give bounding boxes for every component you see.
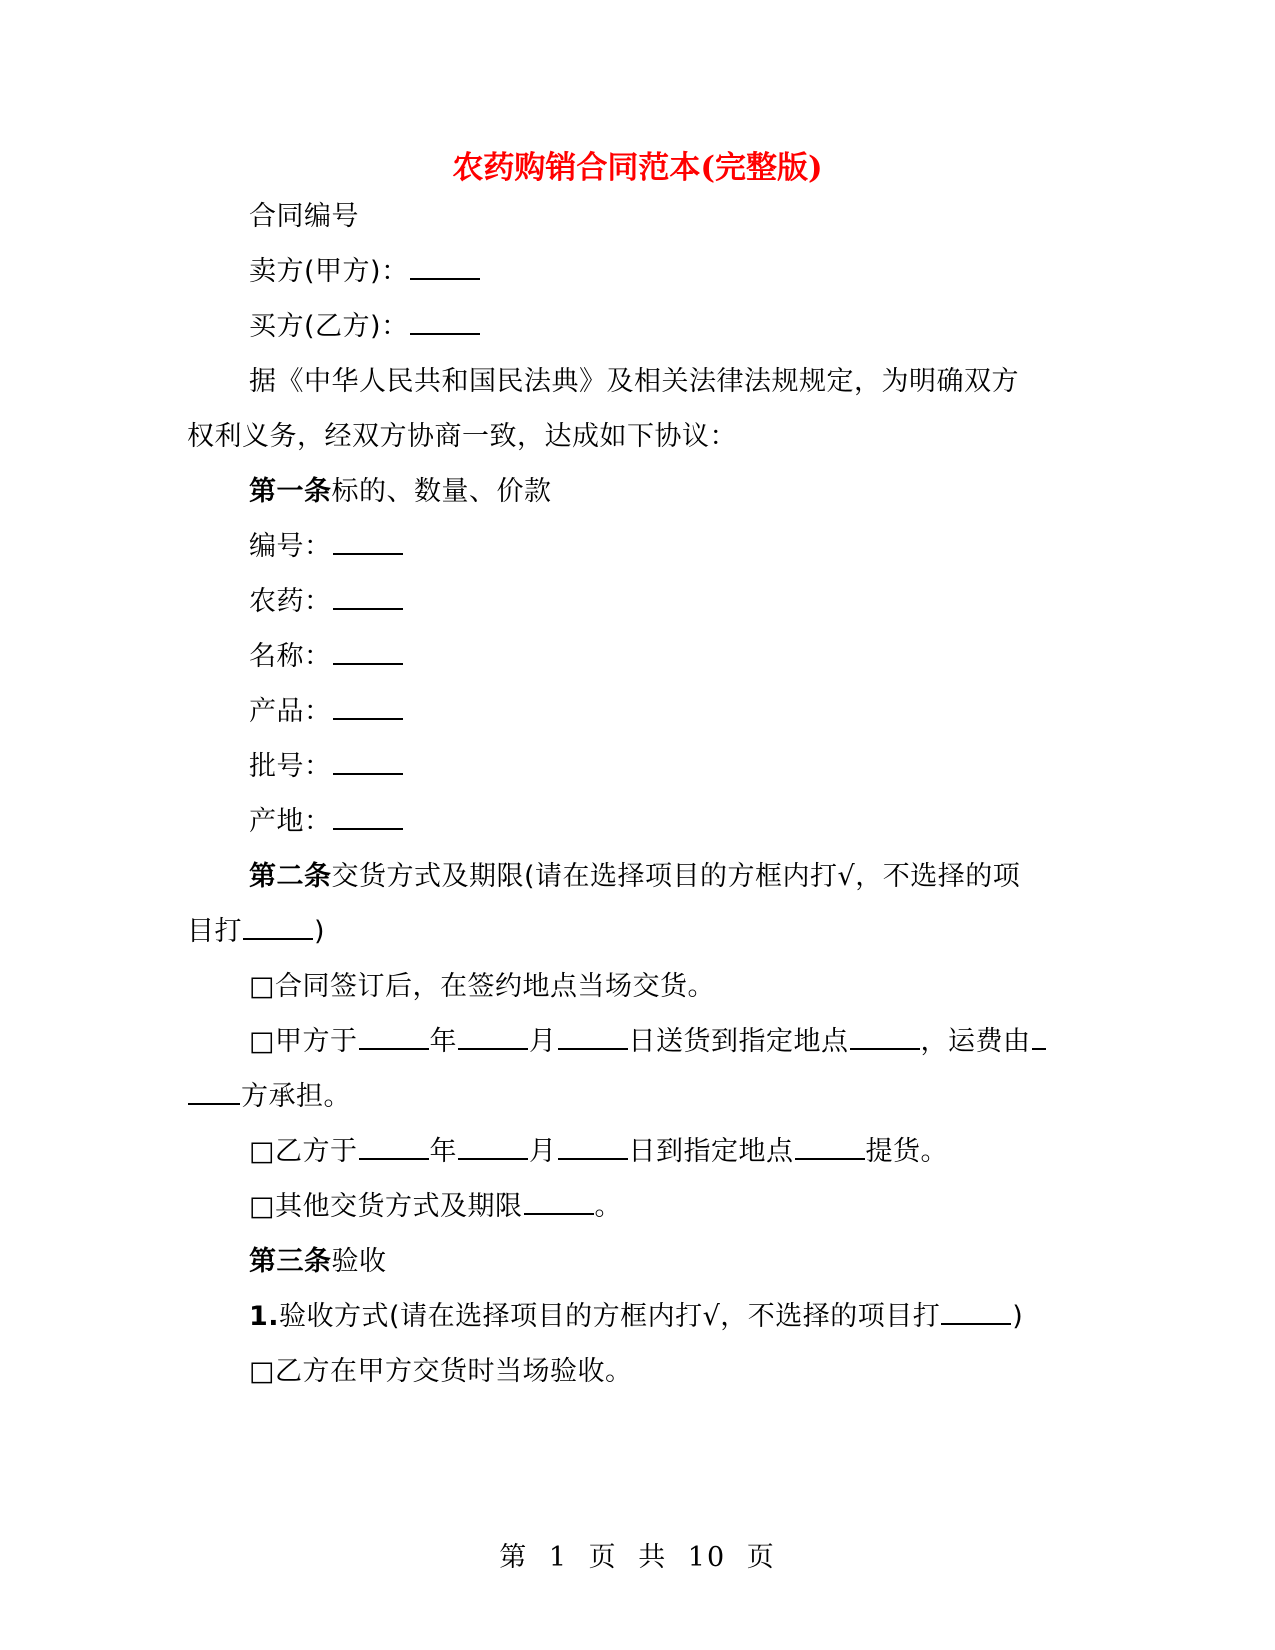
blank[interactable] <box>1032 1024 1046 1050</box>
option-other-delivery: □其他交货方式及期限 。 <box>249 1191 623 1222</box>
blank[interactable] <box>941 1299 1011 1325</box>
blank[interactable] <box>458 1024 528 1050</box>
item-1-line: 1.验收方式(请在选择项目的方框内打√，不选择的项目打 ) <box>249 1301 1024 1332</box>
field-blank[interactable] <box>333 529 403 555</box>
field-blank[interactable] <box>333 694 403 720</box>
blank[interactable] <box>558 1134 628 1160</box>
buyer-line: 买方(乙方)： <box>249 307 481 347</box>
option-onsite-delivery: □合同签订后，在签约地点当场交货。 <box>249 971 716 1002</box>
article-1-heading: 第一条标的、数量、价款 <box>249 476 552 507</box>
article-3-heading: 第三条验收 <box>249 1246 387 1277</box>
checkbox-icon[interactable]: □ <box>249 1136 276 1167</box>
checkbox-icon[interactable]: □ <box>249 1026 276 1057</box>
preamble-line-2: 权利义务，经双方协商一致，达成如下协议： <box>187 421 737 452</box>
field-blank[interactable] <box>333 639 403 665</box>
field-line: 编号： <box>249 527 404 567</box>
option-buyer-pickup: □乙方于 年 月 日到指定地点 提货。 <box>249 1136 949 1167</box>
option-onsite-inspection: □乙方在甲方交货时当场验收。 <box>249 1356 633 1387</box>
buyer-blank[interactable] <box>410 309 480 335</box>
page-footer: 第 1 页 共 10 页 <box>499 1542 776 1573</box>
checkbox-icon[interactable]: □ <box>249 971 276 1002</box>
option-seller-delivery-cont: 方承担。 <box>187 1077 351 1117</box>
contract-number-label: 合同编号 <box>249 201 359 232</box>
blank[interactable] <box>558 1024 628 1050</box>
blank[interactable] <box>458 1134 528 1160</box>
checkbox-icon[interactable]: □ <box>249 1191 276 1222</box>
preamble-line-1: 据《中华人民共和国民法典》及相关法律法规规定，为明确双方 <box>249 366 1019 397</box>
blank[interactable] <box>524 1189 594 1215</box>
field-blank[interactable] <box>333 804 403 830</box>
blank[interactable] <box>243 914 313 940</box>
seller-line: 卖方(甲方)： <box>249 252 481 292</box>
field-blank[interactable] <box>333 749 403 775</box>
field-blank[interactable] <box>333 584 403 610</box>
seller-blank[interactable] <box>410 254 480 280</box>
field-line: 产地： <box>249 802 404 842</box>
field-line: 名称： <box>249 637 404 677</box>
blank[interactable] <box>359 1024 429 1050</box>
article-2-heading: 第二条交货方式及期限(请在选择项目的方框内打√，不选择的项 <box>249 861 1021 892</box>
field-line: 批号： <box>249 747 404 787</box>
blank[interactable] <box>359 1134 429 1160</box>
field-line: 产品： <box>249 692 404 732</box>
article-2-line-2: 目打 ) <box>187 916 326 947</box>
blank[interactable] <box>850 1024 920 1050</box>
blank[interactable] <box>188 1079 240 1105</box>
blank[interactable] <box>795 1134 865 1160</box>
checkbox-icon[interactable]: □ <box>249 1356 276 1387</box>
field-line: 农药： <box>249 582 404 622</box>
document-title: 农药购销合同范本(完整版) <box>452 150 823 186</box>
option-seller-delivery: □甲方于 年 月 日送货到指定地点 ，运费由 <box>249 1022 1047 1062</box>
